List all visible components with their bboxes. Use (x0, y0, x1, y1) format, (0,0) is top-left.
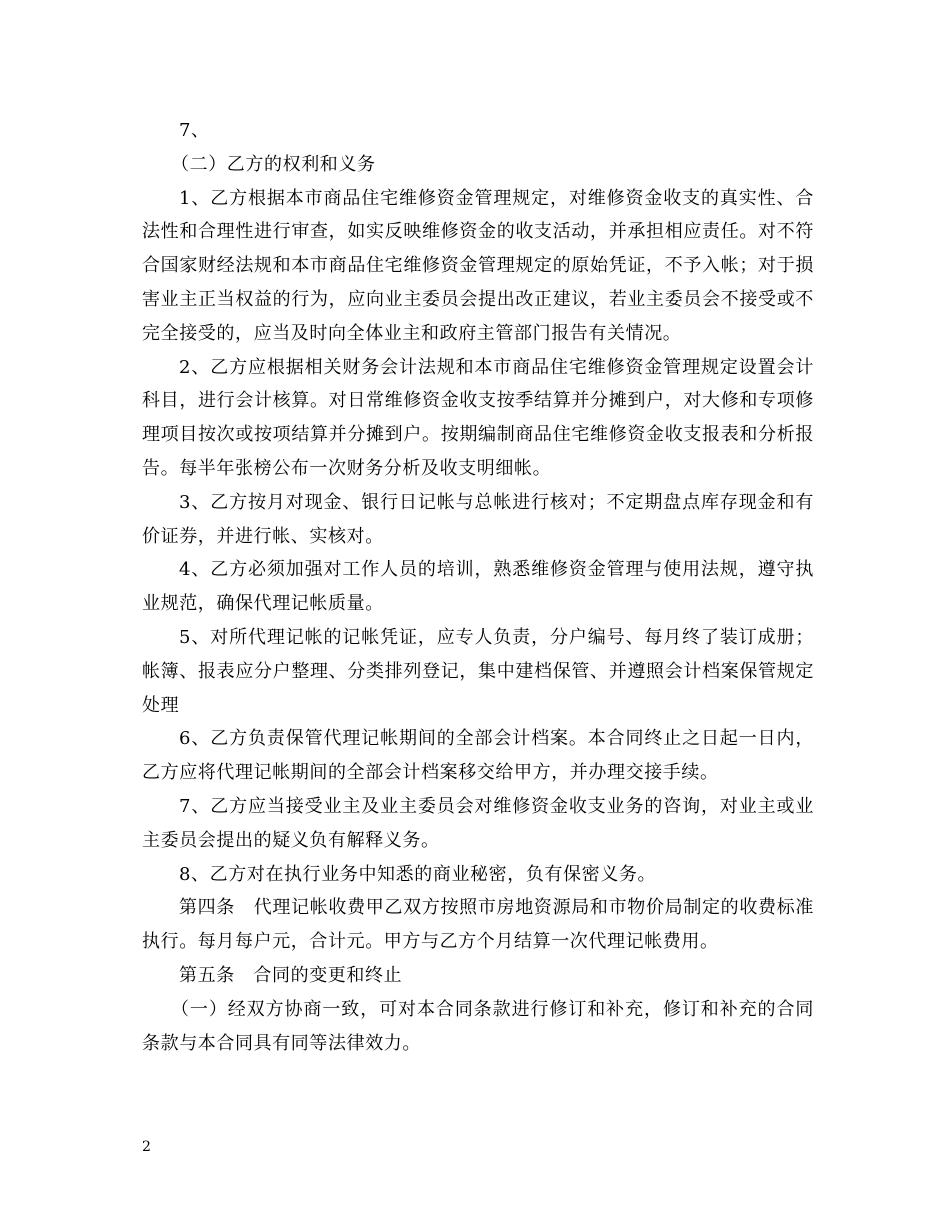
article-5-clause-1: （一）经双方协商一致，可对本合同条款进行修订和补充，修订和补充的合同条款与本合同具有同等法律效力。 (142, 998, 814, 1054)
paragraph-clause-4: 4、乙方必须加强对工作人员的培训，熟悉维修资金管理与使用法规，遵守执业规范，确保代理记帐质量。 (142, 559, 814, 615)
paragraph-clause-3: 3、乙方按月对现金、银行日记帐与总帐进行核对；不定期盘点库存现金和有价证券，并进行帐、实核对。 (142, 491, 814, 547)
paragraph-clause-1: 1、乙方根据本市商品住宅维修资金管理规定，对维修资金收支的真实性、合法性和合理性进行审查，如实反映维修资金的收支活动，并承担相应责任。对不符合国家财经法规和本市商品住宅维修资金管理规定的原始凭证，不予入帐；对于损害业主正当权益的行为，应向业主委员会提出改正建议，若业主委员会不接受或不完全接受的，应当及时向全体业主和政府主管部门报告有关情况。 (142, 187, 814, 344)
article-4-fees: 第四条 代理记帐收费甲乙双方按照市房地资源局和市物价局制定的收费标准执行。每月每户元，合计元。甲方与乙方个月结算一次代理记帐费用。 (142, 897, 814, 953)
article-5-heading: 第五条 合同的变更和终止 (179, 964, 403, 986)
paragraph-item-7-heading: 7、 (179, 120, 210, 141)
paragraph-clause-7: 7、乙方应当接受业主及业主委员会对维修资金收支业务的咨询，对业主或业主委员会提出的疑义负有解释义务。 (142, 795, 814, 851)
document-body (142, 114, 814, 1060)
page-number: 2 (142, 1139, 151, 1155)
paragraph-clause-5: 5、对所代理记帐的记帐凭证，应专人负责，分户编号、每月终了装订成册；帐簿、报表应分户整理、分类排列登记，集中建档保管、并遵照会计档案保管规定处理 (142, 626, 814, 716)
section-heading-party-b-rights: （二）乙方的权利和义务 (171, 153, 376, 175)
paragraph-clause-2: 2、乙方应根据相关财务会计法规和本市商品住宅维修资金管理规定设置会计科目，进行会计核算。对日常维修资金收支按季结算并分摊到户，对大修和专项修理项目按次或按项结算并分摊到户。按期编制商品住宅维修资金收支报表和分析报告。每半年张榜公布一次财务分析及收支明细帐。 (142, 356, 814, 479)
paragraph-clause-8: 8、乙方对在执行业务中知悉的商业秘密，负有保密义务。 (179, 863, 657, 885)
paragraph-clause-6: 6、乙方负责保管代理记帐期间的全部会计档案。本合同终止之日起一日内，乙方应将代理记帐期间的全部会计档案移交给甲方，并办理交接手续。 (142, 728, 814, 784)
